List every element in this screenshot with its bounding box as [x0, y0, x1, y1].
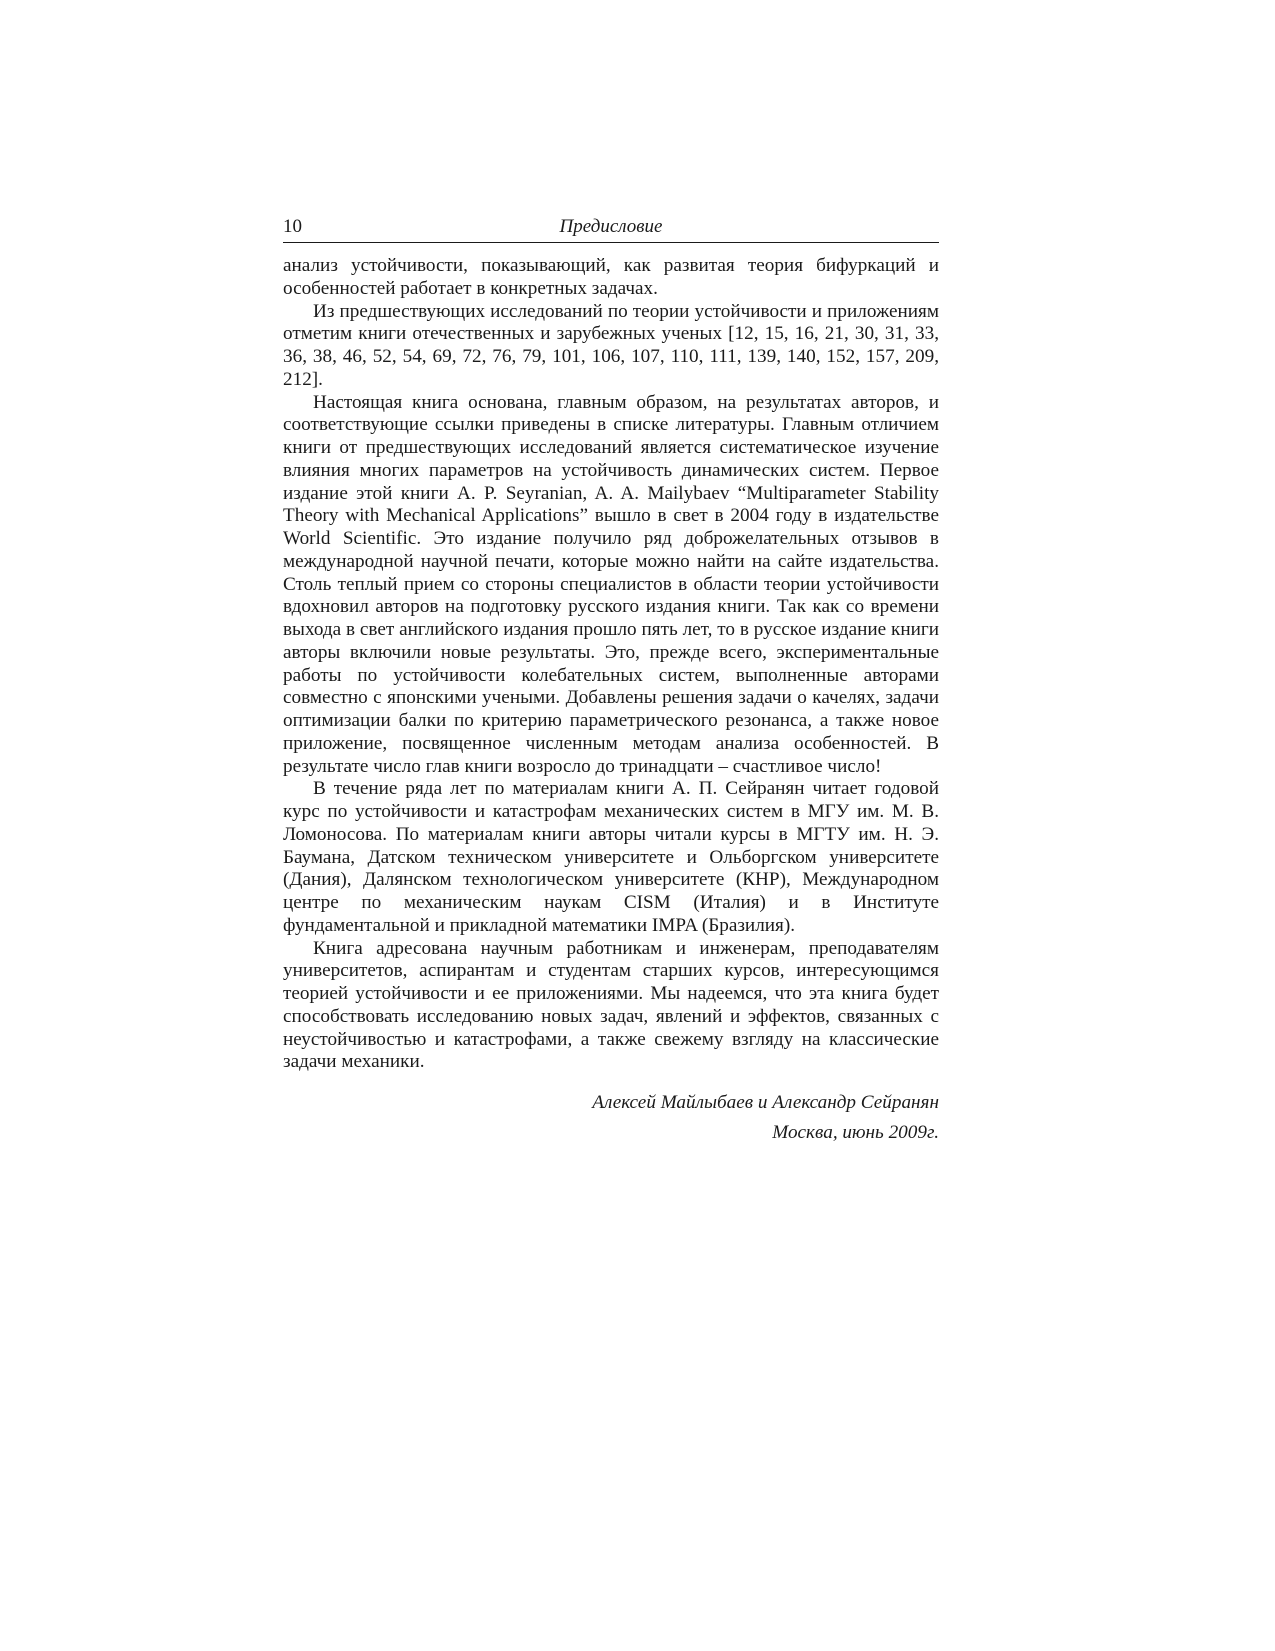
running-head: [283, 216, 939, 243]
book-page: [283, 216, 939, 1148]
body-text: [283, 255, 939, 1074]
paragraph-book-basis: Настоящая книга основана, главным образом, на результатах авторов, и соответствующие ссылки приведены в списке литературы. Главным отличием книги от предшествующих исследований является систематическое изучение влияния многих параметров на устойчивость динамических систем. Первое издание этой книги A. P. Seyranian, A. A. Mailybaev “Multiparameter Stability Theory with Mechanical Applications” вышло в свет в 2004 году в издательстве World Scientific. Это издание получило ряд доброжелательных отзывов в международной научной печати, которые можно найти на сайте издательства. Столь теплый прием со стороны специалистов в области теории устойчивости вдохновил авторов на подготовку русского издания книги. Так как со времени выхода в свет английского издания прошло пять лет, то в русское издание книги авторы включили новые результаты. Это, прежде всего, экспериментальные работы по устойчивости колебательных систем, выполненные авторами совместно с японскими учеными. Добавлены решения задачи о качелях, задачи оптимизации балки по критерию параметрического резонанса, а также новое приложение, посвященное численным методам анализа особенностей. В результате число глав книги возросло до тринадцати – счастливое число!: [283, 391, 939, 777]
paragraph-prior-research: Из предшествующих исследований по теории устойчивости и приложениям отметим книги отечественных и зарубежных ученых [12, 15, 16, 21, 30, 31, 33, 36, 38, 46, 52, 54, 69, 72, 76, 79, 101, 106, 107, 110, 111, 139, 140, 152, 157, 209, 212].: [283, 300, 939, 390]
paragraph-courses: В течение ряда лет по материалам книги А. П. Сейранян читает годовой курс по устойчивости и катастрофам механических систем в МГУ им. М. В. Ломоносова. По материалам книги авторы читали курсы в МГТУ им. Н. Э. Баумана, Датском техническом университете и Ольборгском университете (Дания), Далянском технологическом университете (КНР), Международном центре по механическим наукам CISM (Италия) и в Институте фундаментальной и прикладной математики IMPA (Бразилия).: [283, 778, 939, 936]
paragraph-audience: Книга адресована научным работникам и инженерам, преподавателям университетов, аспирантам и студентам старших курсов, интересующимся теорией устойчивости и ее приложениями. Мы надеемся, что эта книга будет способствовать исследованию новых задач, явлений и эффектов, связанных с неустойчивостью и катастрофами, а также свежему взгляду на классические задачи механики.: [283, 937, 939, 1073]
page-number: 10: [283, 216, 302, 237]
signature-authors: Алексей Майлыбаев и Александр Сейранян: [592, 1092, 939, 1113]
signature-place-date: Москва, июнь 2009г.: [772, 1122, 939, 1143]
signature: [283, 1088, 939, 1148]
paragraph-continued: анализ устойчивости, показывающий, как развитая теория бифуркаций и особенностей работает в конкретных задачах.: [283, 255, 939, 299]
running-title: Предисловие: [559, 216, 663, 237]
